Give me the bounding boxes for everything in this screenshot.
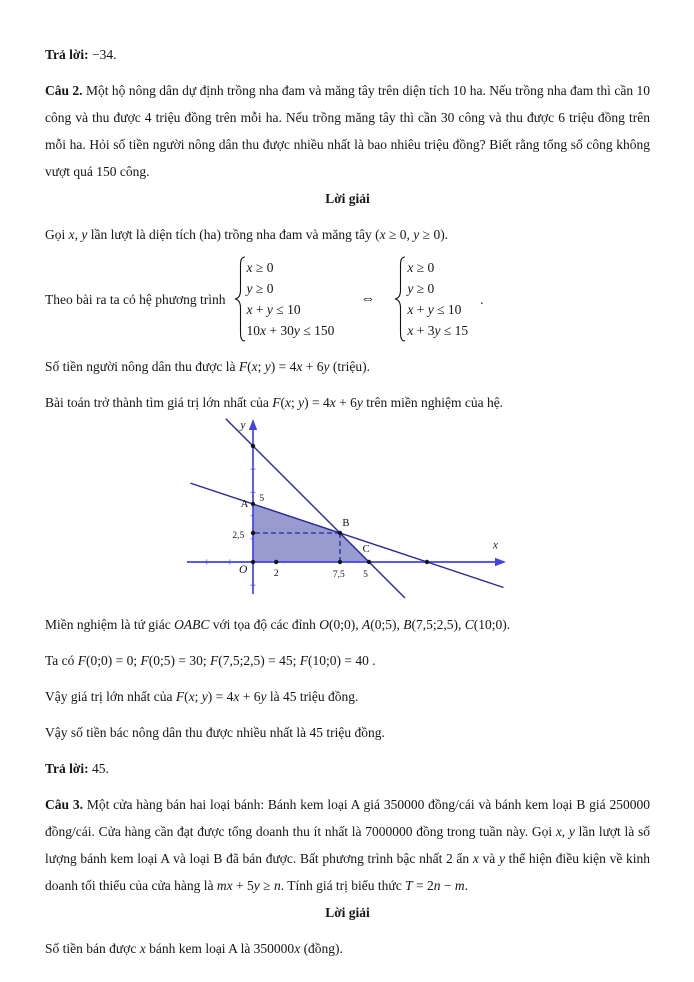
x-axis-arrow: [495, 558, 506, 566]
text-segment: Ta có: [45, 653, 78, 668]
objective-function-line: [45, 353, 650, 380]
figure-label: 7,5: [332, 570, 345, 581]
text-segment: x: [260, 323, 267, 338]
text-segment: y: [356, 395, 363, 410]
text-segment: Trả lời:: [45, 761, 92, 776]
text-segment: (7,5;2,5) = 45;: [218, 653, 300, 668]
text-segment: ) = 4: [207, 689, 234, 704]
text-segment: Gọi: [45, 227, 69, 242]
text-segment: = 2: [412, 878, 434, 893]
system-of-inequalities: [45, 254, 650, 344]
text-segment: C: [464, 617, 474, 632]
text-segment: F: [299, 653, 308, 668]
y-axis-arrow: [249, 419, 257, 430]
answer-line-1: [45, 41, 650, 68]
text-segment: trên miền nghiệm của hệ.: [362, 395, 504, 410]
text-segment: (0;0),: [329, 617, 363, 632]
iff-symbol: ⇔: [360, 290, 376, 307]
text-segment: F: [210, 653, 219, 668]
left-brace-1: [233, 254, 247, 344]
text-segment: x: [294, 941, 301, 956]
text-segment: y: [264, 359, 271, 374]
text-segment: ≤ 10: [433, 302, 462, 317]
text-segment: +: [413, 302, 428, 317]
system-right: [393, 254, 468, 344]
text-segment: x: [379, 227, 386, 242]
text-segment: F: [238, 359, 248, 374]
text-segment: (10;0).: [473, 617, 511, 632]
inequality-row: [407, 299, 468, 320]
figure-label: 2,5: [232, 531, 245, 542]
text-segment: ≤ 10: [272, 302, 301, 317]
text-segment: 45.: [91, 761, 109, 776]
text-segment: y: [427, 302, 434, 317]
text-segment: F: [77, 653, 87, 668]
text-segment: là 45 triệu đồng.: [266, 689, 359, 704]
text-segment: F: [175, 689, 185, 704]
system-left: [233, 254, 335, 344]
vertex-dot: [338, 531, 342, 535]
text-segment: x: [472, 851, 479, 866]
text-segment: T: [405, 878, 413, 893]
answer-line-2: [45, 755, 650, 782]
text-segment: Một hộ nông dân dự định trồng nha đam và măng tây trên diện tích 10 ha. Nếu trồng nha đam thì cần 10 công và thu được 4 triệu đồng trên mỗi ha. Nếu trồng măng tây thì cần 30 công và thu được 6 triệu đồng trên mỗi ha. Hỏi số tiền người nông dân thu được nhiều nhất là bao nhiêu triệu đồng? Biết rằng tổng số công không vượt quá 150 công.: [45, 83, 650, 179]
text-segment: và: [478, 851, 499, 866]
text-segment: + 6: [302, 359, 324, 374]
text-segment: (0;5),: [370, 617, 404, 632]
text-segment: ≥: [259, 878, 274, 893]
text-segment: x: [233, 689, 240, 704]
text-segment: ≥ 0: [413, 260, 435, 275]
function-values-line: [45, 647, 650, 674]
figure-label: 2: [273, 568, 279, 579]
text-segment: Miền nghiệm là tứ giác: [45, 617, 175, 632]
text-segment: y: [266, 302, 273, 317]
figure-label: y: [240, 419, 246, 432]
text-segment: ≥ 0,: [385, 227, 414, 242]
vertex-dot: [251, 560, 255, 564]
text-segment: ;: [257, 359, 265, 374]
vertex-dot: [251, 531, 255, 535]
inequality-row: [407, 257, 468, 278]
text-segment: lần lượt là diện tích (ha) trồng nha đam và măng tây (: [87, 227, 380, 242]
text-segment: + 30: [266, 323, 294, 338]
text-segment: A: [362, 617, 371, 632]
text-segment: Câu 2.: [45, 83, 86, 98]
text-segment: x: [329, 395, 336, 410]
figure-label: C: [362, 544, 370, 556]
figure-label: B: [342, 518, 350, 530]
text-segment: ≥ 0: [252, 281, 274, 296]
text-segment: x: [407, 302, 414, 317]
text-segment: B: [403, 617, 412, 632]
text-segment: x: [246, 260, 253, 275]
text-segment: (7,5;2,5),: [411, 617, 465, 632]
text-segment: (triệu).: [329, 359, 371, 374]
text-segment: y: [498, 851, 505, 866]
figure-label: O: [238, 564, 248, 577]
text-segment: với tọa độ các đỉnh: [209, 617, 320, 632]
solution-heading-1: Lời giải: [325, 191, 370, 206]
system-intro-text: Theo bài ra ta có hệ phương trình: [45, 291, 226, 307]
text-segment: +: [252, 302, 267, 317]
text-segment: n: [273, 878, 281, 893]
text-segment: x: [188, 689, 195, 704]
text-segment: (0;5) = 30;: [148, 653, 211, 668]
text-segment: (: [247, 359, 252, 374]
vertex-dot: [251, 502, 255, 506]
figure-graph: [184, 417, 514, 599]
text-segment: OABC: [174, 617, 210, 632]
text-segment: x: [284, 395, 291, 410]
text-segment: y: [293, 323, 300, 338]
text-segment: y: [253, 878, 260, 893]
text-segment: ≤ 150: [299, 323, 335, 338]
text-segment: ) = 4: [270, 359, 297, 374]
text-segment: y: [434, 323, 441, 338]
problem-restatement-line: [45, 389, 650, 416]
text-segment: Số tiền người nông dân thu được là: [45, 359, 239, 374]
text-segment: + 6: [239, 689, 261, 704]
text-segment: ) = 4: [304, 395, 330, 410]
text-segment: x, y: [68, 227, 88, 242]
text-segment: n: [433, 878, 441, 893]
text-segment: Trả lời:: [45, 47, 92, 62]
text-segment: Số tiền bán được: [45, 941, 140, 956]
max-value-line: [45, 683, 650, 710]
text-segment: .: [464, 878, 468, 893]
text-segment: y: [260, 689, 267, 704]
text-segment: Bài toán trở thành tìm giá trị lớn nhất của: [45, 395, 273, 410]
text-segment: + 5: [232, 878, 254, 893]
text-segment: x: [246, 302, 253, 317]
revenue-line: [45, 935, 650, 962]
text-segment: lần lượt là số lượng bánh kem loại A và loại B đã bán được. Bất phương trình bậc nhất 2 ẩn: [45, 824, 650, 866]
text-segment: ;: [290, 395, 299, 410]
figure-label: 5: [363, 570, 368, 581]
figure-label: 5: [259, 494, 265, 505]
text-segment: (10;0) = 40 .: [308, 653, 376, 668]
text-segment: y: [201, 689, 208, 704]
system-right-rows: [407, 257, 468, 341]
text-segment: y: [246, 281, 253, 296]
text-segment: −34.: [91, 47, 117, 62]
region-vertices-line: [45, 611, 650, 638]
text-segment: + 3: [413, 323, 435, 338]
text-segment: y: [413, 227, 420, 242]
solution-heading-2: Lời giải: [325, 905, 370, 920]
figure-label: A: [240, 499, 249, 511]
inequality-row: [407, 278, 468, 299]
text-segment: x: [407, 323, 414, 338]
conclusion-line: [45, 719, 650, 746]
inequality-row: [247, 257, 335, 278]
text-segment: x: [251, 359, 258, 374]
text-segment: −: [440, 878, 455, 893]
vertex-dot: [274, 560, 278, 564]
left-brace-2: [393, 254, 407, 344]
vertex-dot: [425, 560, 429, 564]
text-segment: O: [319, 617, 330, 632]
text-segment: (đồng).: [300, 941, 343, 956]
text-segment: bánh kem loại A là 350000: [145, 941, 295, 956]
problem-3-statement: [45, 791, 650, 899]
text-segment: x: [407, 260, 414, 275]
text-segment: y: [323, 359, 330, 374]
sentence-period: .: [480, 291, 484, 307]
text-segment: F: [140, 653, 149, 668]
system-left-rows: [247, 257, 335, 341]
inequality-row: [247, 299, 335, 320]
text-segment: x: [139, 941, 146, 956]
text-segment: (: [280, 395, 285, 410]
feasible-region-figure: [184, 417, 514, 599]
vertex-dot: [251, 444, 255, 448]
text-segment: Vậy số tiền bác nông dân thu được nhiều nhất là 45 triệu đồng.: [45, 725, 385, 740]
text-segment: + 6: [335, 395, 357, 410]
text-segment: ≥ 0: [252, 260, 274, 275]
text-segment: thể hiện điều kiện về kinh doanh tối thiểu của cửa hàng là: [45, 851, 650, 893]
text-segment: Câu 3.: [45, 797, 87, 812]
text-segment: y: [298, 395, 305, 410]
problem-2-statement: [45, 77, 650, 185]
vertex-dot: [338, 560, 342, 564]
text-segment: mx: [216, 878, 233, 893]
text-segment: ≥ 0: [413, 281, 435, 296]
figure-label: x: [492, 539, 498, 552]
variables-definition-line: [45, 221, 650, 248]
text-segment: 10: [246, 323, 261, 338]
inequality-row: [247, 278, 335, 299]
text-segment: (0;0) = 0;: [86, 653, 141, 668]
text-segment: m: [454, 878, 465, 893]
inequality-row: [407, 320, 468, 341]
text-segment: ≤ 15: [440, 323, 469, 338]
text-segment: (: [184, 689, 189, 704]
text-segment: ≥ 0).: [419, 227, 449, 242]
inequality-row: [247, 320, 335, 341]
text-segment: Vậy giá trị lớn nhất của: [45, 689, 176, 704]
text-segment: x: [296, 359, 303, 374]
text-segment: F: [272, 395, 281, 410]
text-segment: . Tính giá trị biểu thức: [280, 878, 406, 893]
text-segment: ;: [194, 689, 202, 704]
text-segment: Một cửa hàng bán hai loại bánh: Bánh kem loại A giá 350000 đồng/cái và bánh kem loại B giá 250000 đồng/cái. Cửa hàng cần đạt được tổng doanh thu ít nhất là 7000000 đồng trong tuần này. Gọi: [45, 797, 650, 839]
text-segment: y: [407, 281, 414, 296]
vertex-dot: [367, 560, 371, 564]
text-segment: x, y: [555, 824, 575, 839]
